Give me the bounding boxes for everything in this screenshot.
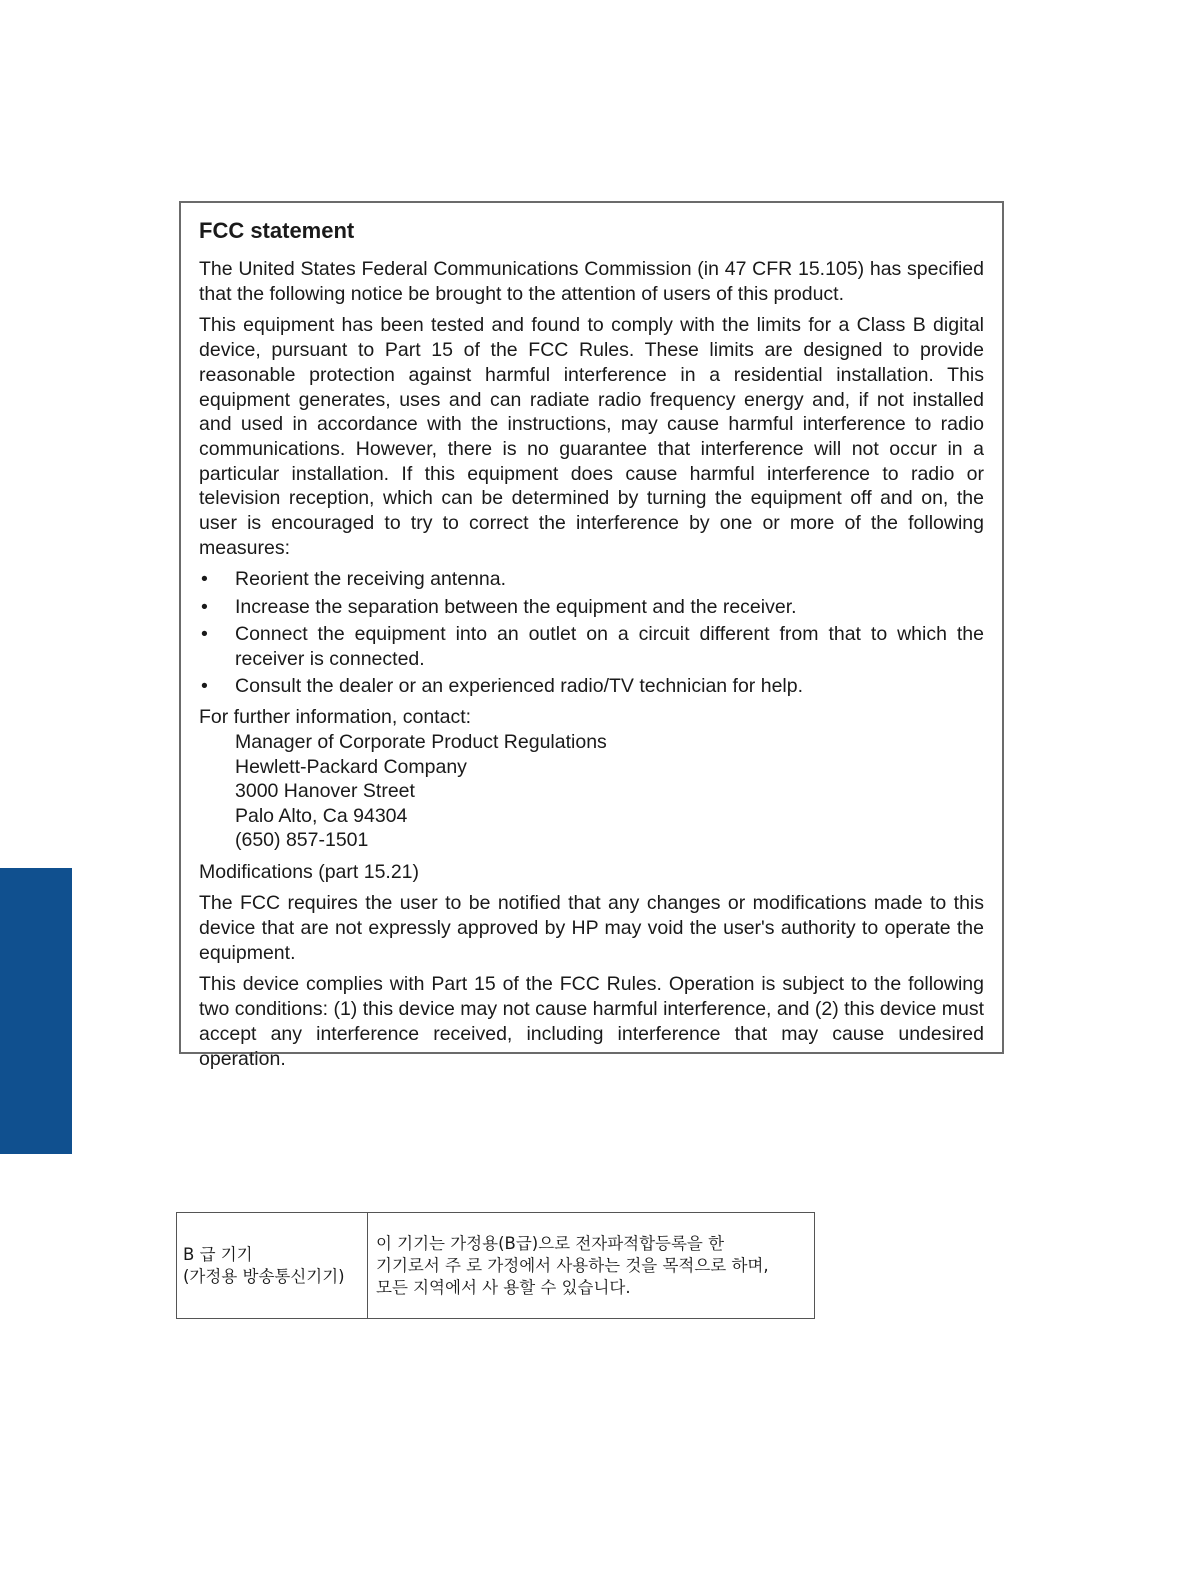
list-item: • Consult the dealer or an experienced radio/TV technician for help. [201, 674, 804, 697]
korean-notice-description-cell [368, 1213, 815, 1319]
contact-address-block [199, 730, 984, 853]
bullet-icon: • [201, 674, 208, 697]
contact-line: Manager of Corporate Product Regulations [235, 731, 607, 754]
fcc-statement-box [179, 201, 1004, 1070]
korean-notice-line: 이 기기는 가정용(B급)으로 전자파적합등록을 한 [376, 1233, 725, 1253]
table-row [177, 1213, 815, 1319]
fcc-measures-list [199, 567, 984, 698]
fcc-statement-title: FCC statement [199, 218, 355, 243]
korean-class-label: B 급 기기 [183, 1244, 253, 1264]
contact-line: 3000 Hanover Street [235, 780, 415, 803]
contact-intro: For further information, contact: [199, 706, 472, 729]
list-item: • Reorient the receiving antenna. [201, 568, 507, 591]
modifications-heading: Modifications (part 15.21) [199, 860, 420, 883]
modifications-paragraph: The FCC requires the user to be notified that any changes or modifications made to this device that are not expressly approved by HP may void the user's authority to operate the equipment. [199, 892, 984, 964]
korean-class-sublabel: (가정용 방송통신기기) [183, 1266, 345, 1286]
korean-notice-line: 모든 지역에서 사 용할 수 있습니다. [376, 1277, 631, 1297]
contact-line: Palo Alto, Ca 94304 [235, 804, 408, 827]
contact-line: Hewlett-Packard Company [235, 755, 467, 778]
section-side-tab [0, 868, 72, 1154]
korean-notice-line: 기기로서 주 로 가정에서 사용하는 것을 목적으로 하며, [376, 1255, 769, 1275]
list-item: • Connect the equipment into an outlet on a circuit different from that to which the receiver is connected. [201, 622, 984, 670]
contact-line: (650) 857-1501 [235, 829, 369, 852]
fcc-body-paragraph: This equipment has been tested and found to comply with the limits for a Class B digital device, pursuant to Part 15 of the FCC Rules. These limits are designed to provide reasonable protection against harmful interference in a residential installation. This equipment generates, uses and can radiate radio frequency energy and, if not installed and used in accordance with the instructions, may cause harmful interference to radio communications. However, there is no guarantee that interference will not occur in a particular installation. If this equipment does cause harmful interference to radio or television reception, which can be determined by turning the equipment off and on, the user is encouraged to try to correct the interference by one or more of the following measures: [199, 314, 984, 559]
bullet-icon: • [201, 622, 208, 645]
compliance-paragraph: This device complies with Part 15 of the FCC Rules. Operation is subject to the following two conditions: (1) this device may not cause harmful interference, and (2) this device must accept any interference received, including interference that may cause undesired operation. [199, 973, 984, 1070]
bullet-icon: • [201, 568, 208, 591]
korean-notice-class-cell [177, 1213, 368, 1319]
bullet-icon: • [201, 595, 208, 618]
korean-class-b-notice-table [176, 1212, 815, 1319]
fcc-intro-paragraph: The United States Federal Communications Commission (in 47 CFR 15.105) has specified that the following notice be brought to the attention of users of this product. [199, 258, 984, 305]
list-item: • Increase the separation between the equipment and the receiver. [201, 595, 797, 618]
